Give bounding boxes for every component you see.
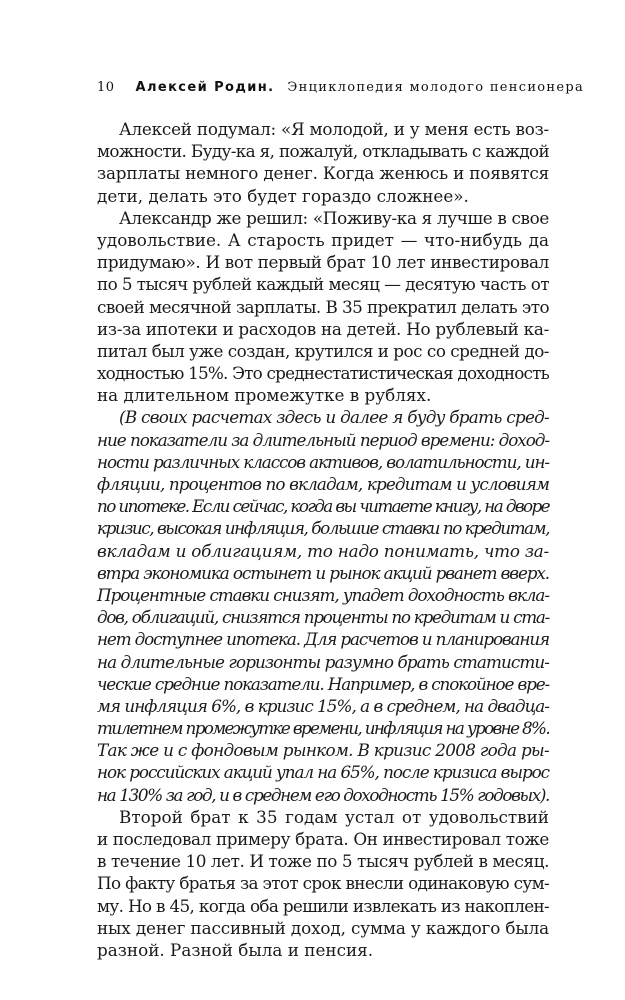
text-line: Алексей подумал: «Я молодой, и у меня есть воз- (119, 119, 549, 139)
text-line: тилетнем промежутке времени, инфляция на уровне 8%. (97, 718, 549, 739)
text-line: По факту братья за этот срок внесли одинаковую сум- (97, 873, 549, 894)
body-text (97, 118, 549, 961)
text-line: и последовал примеру брата. Он инвестировал тоже (97, 829, 549, 849)
text-line: в течение 10 лет. И тоже по 5 тысяч рублей в месяц. (97, 851, 549, 872)
text-line: нок российских акций упал на 65%, после кризиса вырос (97, 762, 549, 783)
text-line: дети, делать это будет гораздо сложнее». (97, 185, 469, 206)
paragraph-1 (97, 118, 549, 207)
paragraph-2 (97, 207, 549, 407)
text-line: фляции, процентов по вкладам, кредитам и условиям (97, 474, 549, 494)
text-line: своей месячной зарплаты. В 35 прекратил делать это (97, 296, 549, 317)
text-line: вкладам и облигациям, то надо понимать, что за- (97, 540, 549, 561)
paragraph-4 (97, 806, 549, 961)
page-number: 10 (97, 80, 115, 95)
text-line: по 5 тысяч рублей каждый месяц — десятую часть от (97, 274, 549, 295)
text-line: втра экономика остынет и рынок акций рванет вверх. (97, 562, 549, 583)
text-line: ние показатели за длительный период времени: доход- (97, 429, 549, 450)
text-line: на длительные горизонты разумно брать статисти- (97, 651, 549, 672)
text-line: разной. Разной была и пенсия. (97, 939, 374, 960)
text-line: Так же и с фондовым рынком. В кризис 2008 года ры- (97, 740, 549, 761)
author-name: Алексей Родин. (135, 80, 275, 95)
text-line: дов, облигаций, снизятся проценты по кредитам и ста- (97, 607, 549, 628)
text-line: ных денег пассивный доход, сумма у каждого была (97, 917, 549, 938)
text-line: из-за ипотеки и расходов на детей. Но рублевый ка- (97, 318, 549, 339)
text-line: Процентные ставки снизят, упадет доходность вкла- (97, 584, 549, 605)
text-line: (В своих расчетах здесь и далее я буду брать сред- (119, 407, 549, 428)
text-line: Александр же решил: «Поживу-ка я лучше в свое (119, 207, 549, 228)
text-line: му. Но в 45, когда оба решили извлекать из накоплен- (97, 895, 549, 916)
text-line: ходностью 15%. Это среднестатистическая доходность (97, 363, 549, 384)
text-line: по ипотеке. Если сейчас, когда вы читаете книгу, на дворе (97, 496, 549, 517)
text-line: на 130% за год, и в среднем его доходность 15% годовых). (97, 784, 549, 805)
text-line: кризис, высокая инфляция, большие ставки по кредитам, (97, 518, 549, 539)
text-line: ности различных классов активов, волатильности, ин- (97, 451, 549, 472)
text-line: ческие средние показатели. Например, в спокойное вре- (97, 673, 549, 694)
text-line: нет доступнее ипотека. Для расчетов и планирования (97, 629, 549, 650)
running-header (97, 80, 585, 96)
text-line: удовольствие. А старость придет — что-нибудь да (97, 229, 549, 250)
text-line: питал был уже создан, крутился и рос со средней до- (97, 340, 549, 361)
text-line: можности. Буду-ка я, пожалуй, откладывать с каждой (97, 141, 549, 162)
text-line: мя инфляция 6%, в кризис 15%, а в среднем, на двадца- (97, 695, 549, 716)
text-line: зарплаты немного денег. Когда женюсь и появятся (97, 163, 549, 184)
text-line: Второй брат к 35 годам устал от удовольствий (119, 806, 549, 827)
text-line: придумаю». И вот первый брат 10 лет инвестировал (97, 252, 549, 273)
book-title: Энциклопедия молодого пенсионера (287, 80, 585, 95)
paragraph-3-note (97, 406, 549, 805)
text-line: на длительном промежутке в рублях. (97, 385, 432, 406)
